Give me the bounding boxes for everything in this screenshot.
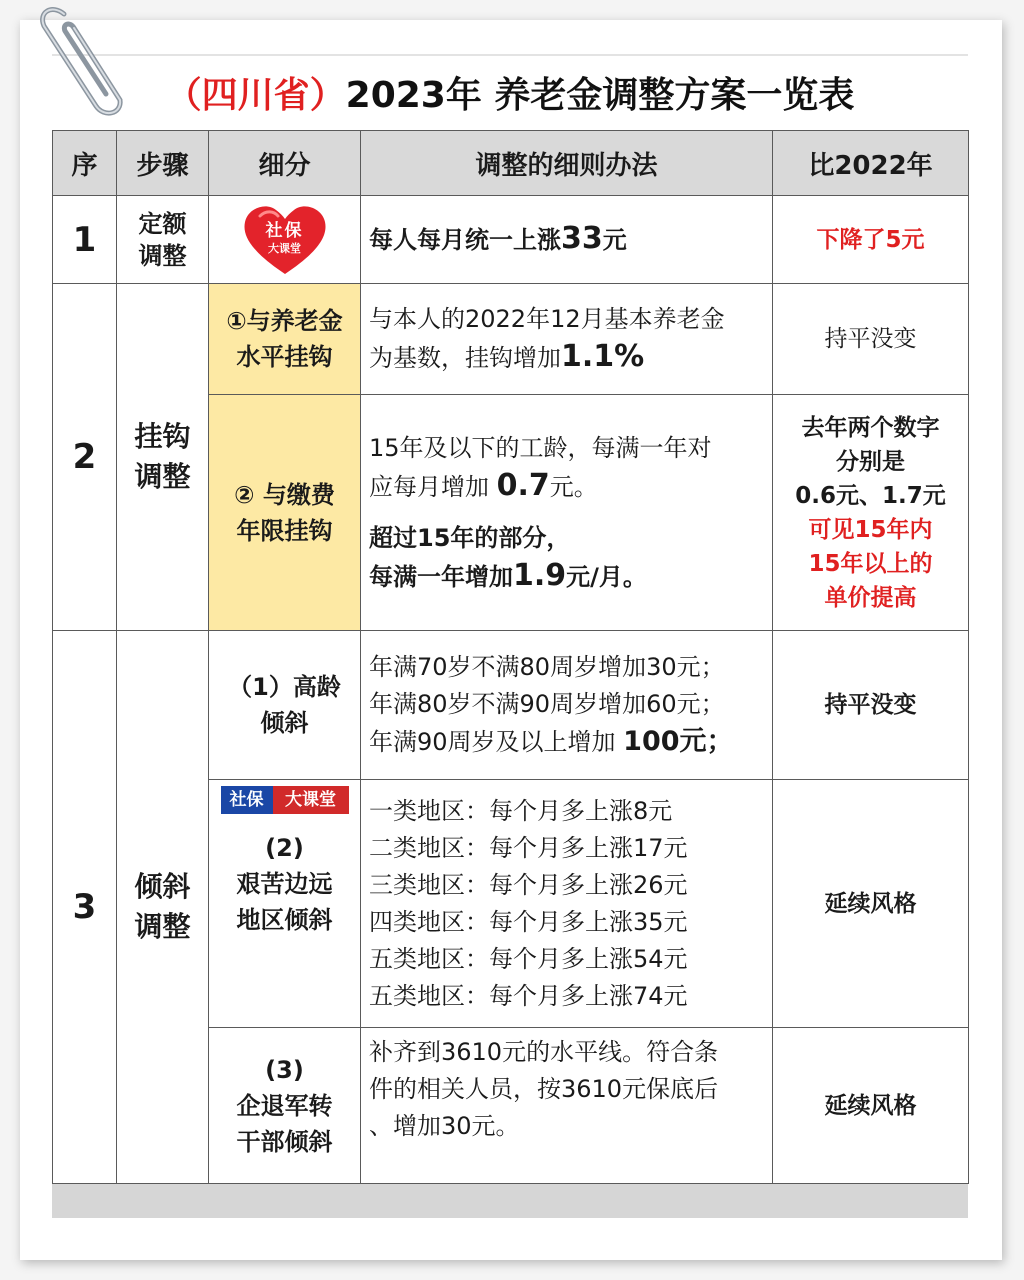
row3c-rule: 补齐到3610元的水平线。符合条 件的相关人员，按3610元保底后 、增加30元。 [361,1028,773,1184]
table-header-row [53,131,969,196]
title-province: （四川省） [165,75,346,116]
row3b-compare: 延续风格 [773,780,969,1028]
row1-compare: 下降了5元 [773,196,969,284]
row3c-sub: (3) 企退军转 干部倾斜 [209,1028,361,1184]
top-divider [52,54,968,56]
header-rule: 调整的细则办法 [361,131,773,196]
region-line: 二类地区：每个月多上涨17元 [369,833,688,862]
row2-num: 2 [53,284,117,631]
row3a-sub: （1）高龄 倾斜 [209,631,361,780]
row3a-compare: 持平没变 [773,631,969,780]
row3b-sub: 社保 大课堂 (2) 艰苦边远 地区倾斜 [209,780,361,1028]
table-row [53,631,969,780]
header-subdivision: 细分 [209,131,361,196]
page-title [52,70,968,122]
row2-step: 挂钩 调整 [117,284,209,631]
row1-badge-cell [209,196,361,284]
title-text: 2023年 养老金调整方案一览表 [345,75,855,116]
region-line: 五类地区：每个月多上涨74元 [369,981,688,1010]
row2a-compare: 持平没变 [773,284,969,395]
row3b-rule [361,780,773,1028]
row2a-rule: 与本人的2022年12月基本养老金 为基数，挂钩增加1.1% [361,284,773,395]
row3-step: 倾斜 调整 [117,631,209,1184]
social-security-logo: 社保 大课堂 [221,786,349,814]
row2a-sub: ①与养老金 水平挂钩 [209,284,361,395]
row3a-rule: 年满70岁不满80周岁增加30元； 年满80岁不满90周岁增加60元； 年满90周岁及以上增加 100元； [361,631,773,780]
bottom-bar [52,1184,968,1218]
row2b-compare: 去年两个数字 分别是 0.6元、1.7元 可见15年内 15年以上的 单价提高 [773,395,969,631]
paperclip-icon [34,2,144,122]
row1-num: 1 [53,196,117,284]
region-line: 四类地区：每个月多上涨35元 [369,907,688,936]
pension-adjustment-table [52,130,969,1184]
table-row [53,284,969,395]
row1-step: 定额 调整 [117,196,209,284]
region-line: 一类地区：每个月多上涨8元 [369,796,673,825]
region-line: 五类地区：每个月多上涨54元 [369,944,688,973]
row3c-compare: 延续风格 [773,1028,969,1184]
table-row [53,196,969,284]
row1-rule: 每人每月统一上涨33元 [361,196,773,284]
heart-logo-icon: 社保 大课堂 [242,202,328,278]
row3-num: 3 [53,631,117,1184]
row2b-rule: 15年及以下的工龄，每满一年对 应每月增加 0.7元。 超过15年的部分， 每满一年增加1.9元/月。 [361,395,773,631]
region-line: 三类地区：每个月多上涨26元 [369,870,688,899]
header-compare: 比2022年 [773,131,969,196]
row2b-sub: ② 与缴费 年限挂钩 [209,395,361,631]
header-index: 序 [53,131,117,196]
header-step: 步骤 [117,131,209,196]
